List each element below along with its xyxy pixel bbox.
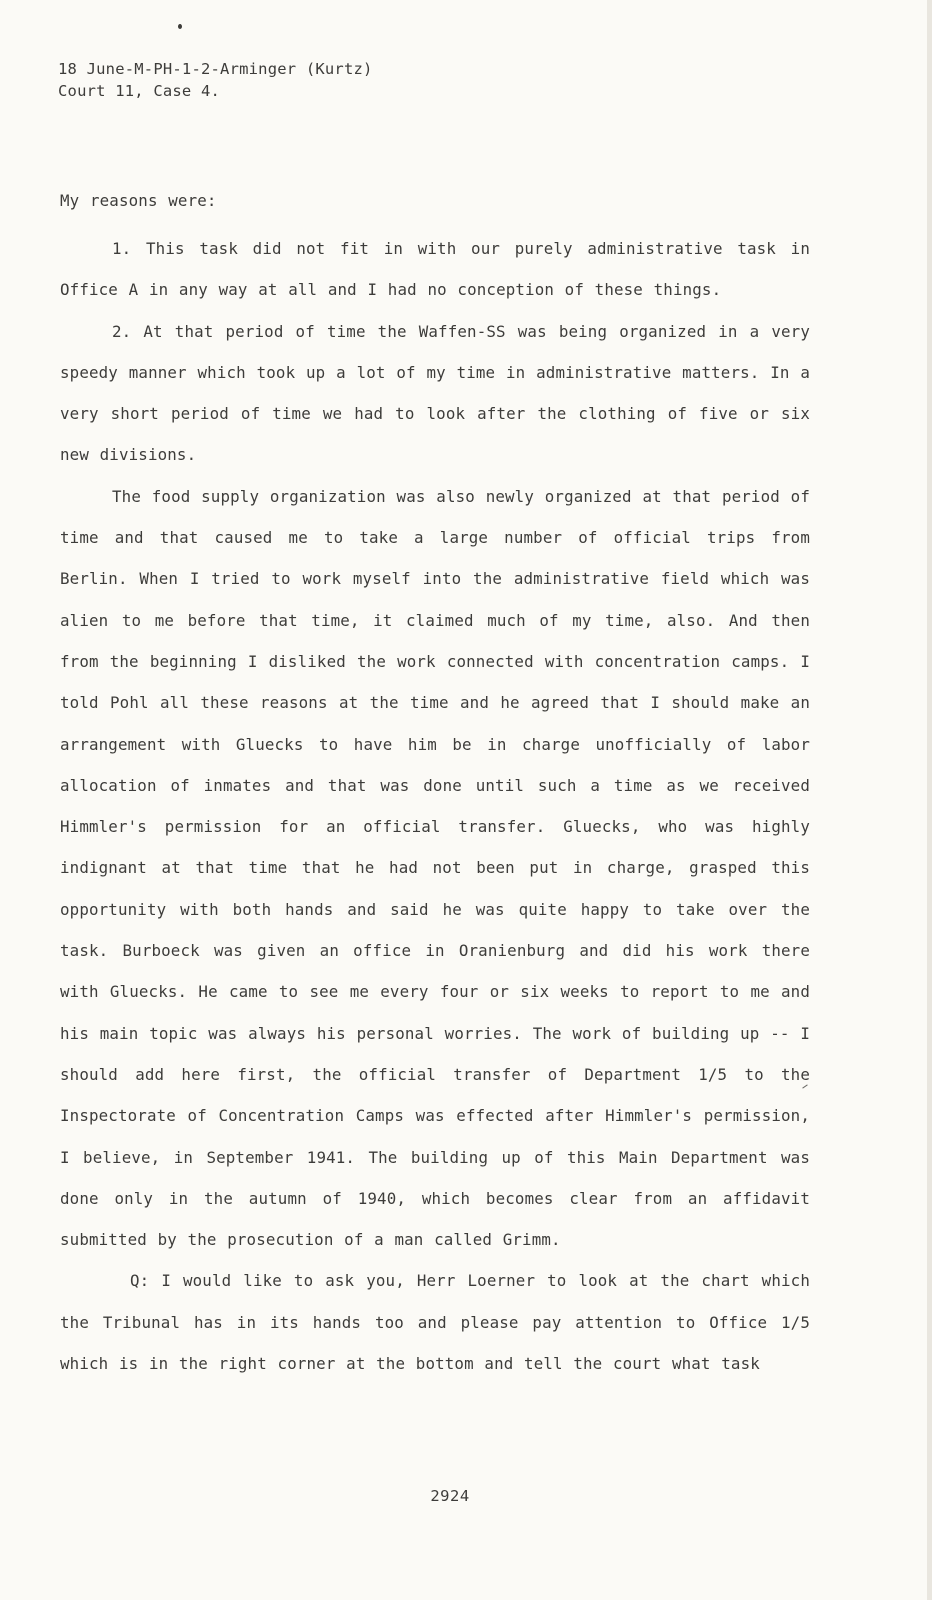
document-header xyxy=(58,58,373,102)
document-body xyxy=(60,186,810,1384)
question-paragraph: Q: I would like to ask you, Herr Loerner to look at the chart which the Tribunal has in its hands too and please pay attention to Office 1/5 which is in the right corner at the bottom and tell the court what task xyxy=(60,1271,810,1374)
reason-paragraph-1: 1. This task did not fit in with our purely administrative task in Office A in any way at all and I had no conception of these things. xyxy=(60,239,810,300)
ink-dot xyxy=(178,24,182,29)
header-line-session: 18 June-M-PH-1-2-Arminger (Kurtz) xyxy=(58,60,373,78)
reason-paragraph-2: 2. At that period of time the Waffen-SS was being organized in a very speedy manner which took up a lot of my time in administrative matters. In a very short period of time we had to look after the clothing of five or six new divisions. xyxy=(60,321,810,465)
testimony-paragraph: The food supply organization was also newly organized at that period of time and that caused me to take a large number of official trips from Berlin. When I tried to work myself into the administrative field which was alien to me before that time, it claimed much of my time, also. And then from the beginning I disliked the work connected with concentration camps. I told Pohl all these reasons at the time and he agreed that I should make an arrangement with Gluecks to have him be in charge unofficially of labor allocation of inmates and that was done until such a time as we received Himmler's permission for an official transfer. Gluecks, who was highly indignant at that time that he had not been put in charge, grasped this opportunity with both hands and said he was quite happy to take over the task. Burboeck was given an office in Oranienburg and did his work there with Gluecks. He came to see me every four or six weeks to report to me and his main topic was always his personal worries. The work of building up -- I should add here first, the official transfer of Department 1/5 to the Inspectorate of Concentration Camps was effected after Himmler's permission, I believe, in September 1941. The building up of this Main Department was done only in the autumn of 1940, which becomes clear from an affidavit submitted by the prosecution of a man called Grimm. xyxy=(60,486,810,1250)
header-line-court: Court 11, Case 4. xyxy=(58,82,221,100)
reasons-intro: My reasons were: xyxy=(60,191,217,210)
page-number: 2924 xyxy=(430,1487,470,1505)
